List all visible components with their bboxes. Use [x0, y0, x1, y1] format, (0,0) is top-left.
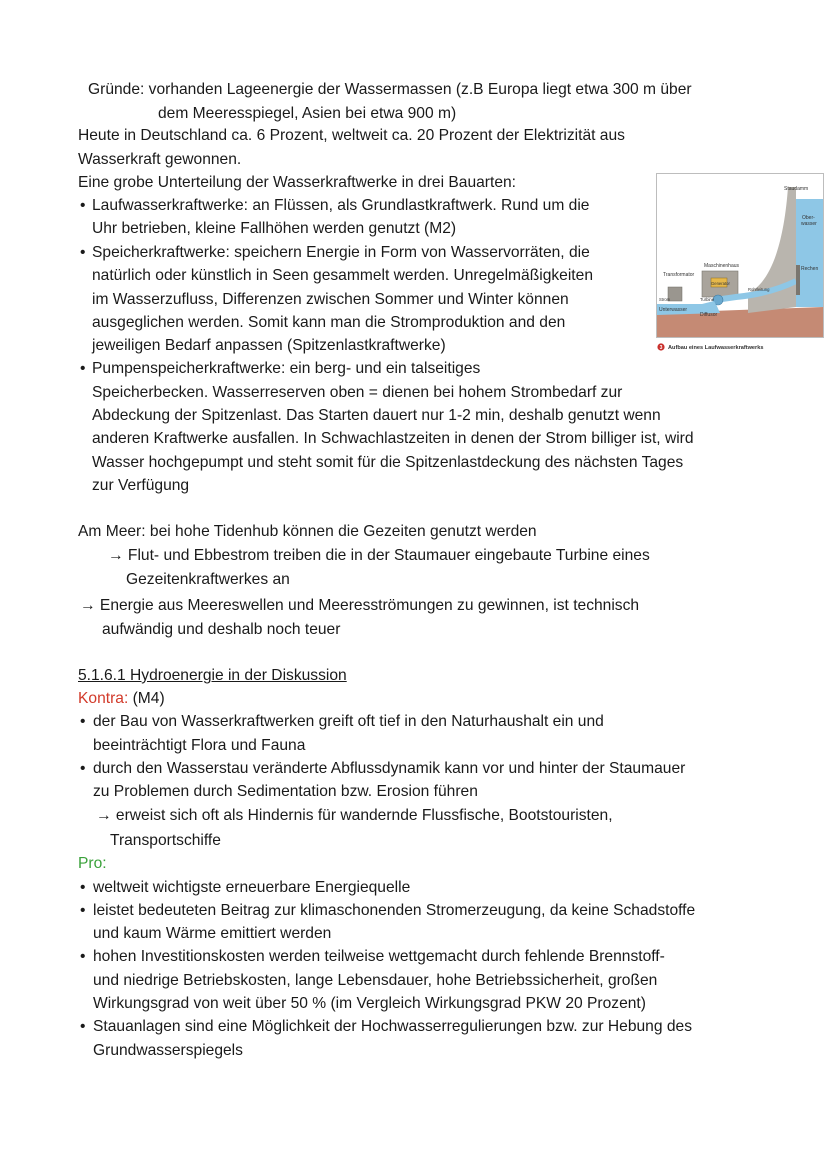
classification-line: Eine grobe Unterteilung der Wasserkraftwerke in drei Bauarten:: [78, 174, 516, 191]
pump-line-1: Pumpenspeicherkraftwerke: ein berg- und ein talseitiges: [92, 360, 481, 377]
label-maschinenhaus: Maschinenhaus: [704, 263, 740, 269]
reasons-line-1: Gründe: vorhanden Lageenergie der Wassermassen (z.B Europa liegt etwa 300 m über: [88, 81, 692, 98]
waves-arrow-line-1: → Energie aus Meereswellen und Meeresströmungen zu gewinnen, ist technisch: [80, 597, 640, 614]
bullet: •: [80, 713, 86, 730]
pro-3-line-1: hohen Investitionskosten werden teilweise wettgemacht durch fehlende Brennstoff-: [93, 948, 665, 965]
label-staudamm: Staudamm: [784, 186, 809, 192]
rake: [796, 265, 800, 295]
bullet: •: [80, 948, 86, 965]
today-line-2: Wasserkraft gewonnen.: [78, 151, 242, 168]
pump-line-6: zur Verfügung: [92, 477, 190, 494]
bullet: •: [80, 879, 86, 896]
label-generator: Generator: [711, 281, 730, 286]
kontra-2-line-2: zu Problemen durch Sedimentation bzw. Erosion führen: [93, 783, 478, 800]
speicher-line-3: im Wasserzufluss, Differenzen zwischen Sommer und Winter können: [92, 291, 569, 308]
kontra-1-line-1: der Bau von Wasserkraftwerken greift oft tief in den Naturhaushalt ein und: [93, 713, 604, 730]
label-oberwasser-2: wasser: [801, 221, 817, 227]
kontra-2-arrow-line-1: → erweist sich oft als Hindernis für wandernde Flussfische, Bootstouristen,: [96, 807, 613, 824]
speicher-line-1: Speicherkraftwerke: speichern Energie in Form von Wasservorräten, die: [92, 244, 590, 261]
bullet: •: [80, 360, 86, 377]
bullet: •: [80, 902, 86, 919]
kontra-ref: (M4): [128, 690, 165, 707]
figure-number: 3: [659, 345, 663, 351]
laufwasser-line-1: Laufwasserkraftwerke: an Flüssen, als Grundlastkraftwerk. Rund um die: [92, 197, 590, 214]
pump-line-3: Abdeckung der Spitzenlast. Das Starten dauert nur 1-2 min, deshalb genutzt wenn: [92, 407, 661, 424]
section-heading: 5.1.6.1 Hydroenergie in der Diskussion: [78, 667, 347, 684]
label-turbine: Turbine: [700, 297, 715, 302]
waves-arrow-line-2: aufwändig und deshalb noch teuer: [102, 621, 341, 638]
speicher-line-2: natürlich oder künstlich in Seen gesammelt werden. Unregelmäßigkeiten: [92, 267, 593, 284]
label-diffusor: Diffusor: [700, 312, 718, 318]
pump-line-4: anderen Kraftwerke ausfallen. In Schwachlastzeiten in denen der Strom billiger ist, wird: [92, 430, 694, 447]
kontra-2-line-1: durch den Wasserstau veränderte Abflussdynamik kann vor und hinter der Staumauer: [93, 760, 686, 777]
tide-arrow-line-2: Gezeitenkraftwerkes an: [126, 571, 290, 588]
pro-2-line-2: und kaum Wärme emittiert werden: [93, 925, 332, 942]
label-unterwasser: Unterwasser: [659, 307, 688, 313]
label-oberwasser-1: Ober-: [802, 215, 815, 221]
pro-4-line-1: Stauanlagen sind eine Möglichkeit der Hochwasserregulierungen bzw. zur Hebung des: [93, 1018, 692, 1035]
pro-3-line-3: Wirkungsgrad von weit über 50 % (im Vergleich Wirkungsgrad PKW 20 Prozent): [93, 995, 646, 1012]
speicher-line-4: ausgeglichen werden. Somit kann man die Stromproduktion and den: [92, 314, 566, 331]
kontra-2-arrow-line-2: Transportschiffe: [110, 832, 221, 849]
pump-line-2: Speicherbecken. Wasserreserven oben = dienen bei hohem Strombedarf zur: [92, 384, 623, 401]
kontra-line: [78, 689, 165, 709]
speicher-line-5: jeweiligen Bedarf anpassen (Spitzenlastkraftwerke): [92, 337, 446, 354]
kontra-1-line-2: beeinträchtigt Flora und Fauna: [93, 737, 306, 754]
pro-4-line-2: Grundwasserspiegels: [93, 1042, 243, 1059]
reasons-line-2: dem Meeresspiegel, Asien bei etwa 900 m): [158, 105, 457, 122]
laufwasser-line-2: Uhr betrieben, kleine Fallhöhen werden genutzt (M2): [92, 220, 457, 237]
tide-arrow-line-1: → Flut- und Ebbestrom treiben die in der Staumauer eingebaute Turbine eines: [108, 547, 650, 564]
sea-line: Am Meer: bei hohe Tidenhub können die Gezeiten genutzt werden: [78, 523, 537, 540]
bullet: •: [80, 244, 86, 261]
bullet: •: [80, 1018, 86, 1035]
pro-3-line-2: und niedrige Betriebskosten, lange Lebensdauer, hohe Betriebssicherheit, großen: [93, 972, 658, 989]
run-of-river-plant-diagram: [656, 173, 824, 354]
label-rechen: Rechen: [801, 266, 819, 272]
bullet: •: [80, 760, 86, 777]
pro-1: weltweit wichtigste erneuerbare Energiequelle: [93, 879, 411, 896]
label-rohrleitung: Rohrleitung: [748, 287, 770, 292]
figure-caption: Aufbau eines Laufwasserkraftwerks: [668, 345, 764, 351]
pro-label: Pro:: [78, 855, 107, 872]
pump-line-5: Wasser hochgepumpt und steht somit für die Spitzenlastdeckung des nächsten Tages: [92, 454, 684, 471]
label-transformator: Transformator: [663, 272, 695, 278]
pro-2-line-1: leistet bedeuteten Beitrag zur klimaschonenden Stromerzeugung, da keine Schadstoffe: [93, 902, 696, 919]
bullet: •: [80, 197, 86, 214]
today-line-1: Heute in Deutschland ca. 6 Prozent, weltweit ca. 20 Prozent der Elektrizität aus: [78, 127, 625, 144]
kontra-label: Kontra:: [78, 690, 129, 707]
label-strom: Strom: [659, 297, 671, 302]
